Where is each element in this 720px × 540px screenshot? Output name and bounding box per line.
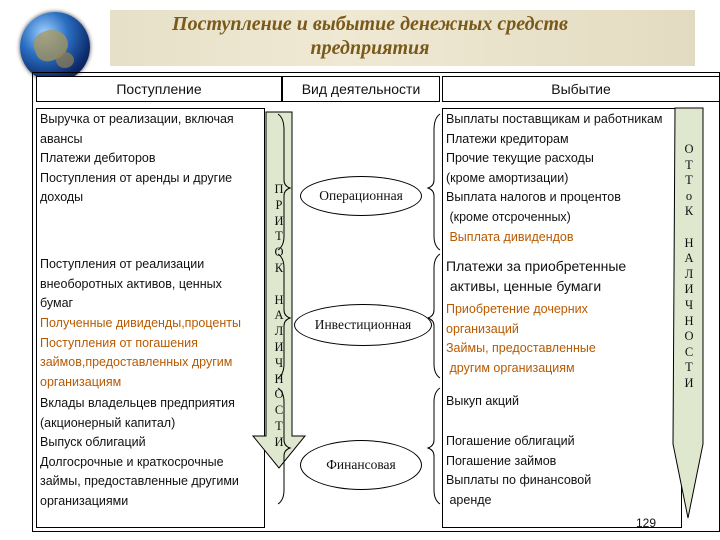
arrow-letter: О (684, 142, 694, 156)
list-item: Платежи за приобретенные (446, 258, 627, 274)
list-item: Займы, предоставленные (446, 341, 596, 356)
arrow-letter: К (684, 204, 694, 219)
arrow-letter: Т (275, 419, 283, 433)
arrow-letter: Ч (274, 355, 284, 370)
arrow-letter: И (684, 282, 694, 297)
list-item: Платежи кредиторам (446, 131, 569, 146)
list-item: внеоборотных активов, ценных (40, 276, 222, 291)
list-item: организаций (446, 321, 519, 336)
header-activity: Вид деятельности (282, 76, 440, 102)
list-item: другим организациям (446, 360, 575, 375)
arrow-letter: Т (685, 360, 693, 375)
list-item: Выкуп акций (446, 394, 519, 408)
arrow-letter: О (274, 245, 284, 260)
arrow-letter: О (274, 387, 284, 402)
arrow-letter: С (684, 344, 694, 359)
arrow-letter: П (274, 182, 284, 196)
list-item: Долгосрочные и краткосрочные (40, 454, 224, 469)
list-item: (акционерный капитал) (40, 415, 176, 430)
arrow-letter: И (274, 434, 284, 449)
list-item: Вклады владельцев предприятия (40, 396, 235, 410)
list-item: аренде (446, 492, 492, 507)
list-item: Погашение займов (446, 453, 557, 468)
list-item: (кроме амортизации) (446, 170, 569, 185)
outflow-operating-list (446, 110, 663, 228)
list-item: Погашение облигаций (446, 434, 575, 448)
arrow-letter: Т (685, 173, 693, 188)
inflow-financing-list (40, 394, 239, 512)
arrow-letter: И (684, 376, 694, 390)
arrow-letter: К (274, 261, 284, 275)
list-item: Выпуск облигаций (40, 435, 146, 450)
list-item: Выплата налогов и процентов (446, 190, 621, 205)
arrow-letter: Н (274, 371, 284, 386)
inflow-investing-highlight-list (40, 314, 241, 392)
inflow-investing-list (40, 255, 222, 314)
outflow-operating-highlight-list (446, 228, 573, 248)
list-item: Поступления от реализации (40, 257, 205, 271)
header-inflow: Поступление (36, 76, 282, 102)
list-item: организациями (40, 493, 129, 508)
activity-investing: Инвестиционная (294, 304, 432, 346)
arrow-letter: Л (274, 324, 284, 339)
arrow-letter: С (274, 403, 284, 418)
list-item: организациям (40, 374, 122, 389)
list-item: Выплаты по финансовой (446, 473, 592, 488)
slide-title: Поступление и выбытие денежных средств предприятия (172, 13, 568, 59)
list-item: займы, предоставленные другими (40, 474, 239, 489)
list-item: Приобретение дочерних (446, 302, 588, 316)
list-item: Поступления от погашения (40, 335, 198, 350)
list-item: Выручка от реализации, включая (40, 112, 234, 126)
list-item: Прочие текущие расходы (446, 151, 594, 166)
list-item: доходы (40, 190, 84, 205)
activity-financing: Финансовая (300, 440, 422, 490)
arrow-letter: А (684, 251, 694, 266)
list-item: (кроме отсроченных) (446, 209, 571, 224)
outflow-financing-list (446, 432, 591, 510)
arrow-letter: Т (685, 157, 693, 172)
arrow-letter: А (274, 308, 284, 323)
list-item: Выплаты поставщикам и работникам (446, 112, 663, 126)
arrow-letter: О (684, 329, 694, 344)
operating-right-brace (428, 114, 440, 250)
inflow-operating-list (40, 110, 234, 208)
arrow-letter: И (274, 340, 284, 354)
list-item: активы, ценные бумаги (446, 278, 602, 294)
header-outflow: Выбытие (442, 76, 720, 102)
arrow-letter: И (274, 213, 284, 228)
arrow-letter: о (685, 188, 693, 203)
arrow-letter: Т (275, 229, 283, 244)
page-number: 129 (636, 516, 657, 530)
arrow-letter: Н (274, 292, 284, 307)
arrow-letter: Р (275, 197, 283, 212)
list-item: Выплата дивидендов (446, 230, 574, 244)
financing-right-brace (428, 388, 440, 504)
list-item: Поступления от аренды и другие (40, 170, 233, 185)
list-item: Полученные дивиденды,проценты (40, 316, 241, 330)
outflow-investing-highlight-list (446, 300, 596, 378)
arrow-letter: Л (684, 266, 694, 281)
investing-right-brace (428, 254, 440, 378)
list-item: авансы (40, 131, 83, 146)
arrow-letter: Ч (684, 298, 694, 312)
outflow-investing-list (446, 256, 626, 296)
list-item: Платежи дебиторов (40, 151, 156, 166)
activity-operating: Операционная (300, 176, 422, 216)
outflow-buyback-list (446, 392, 519, 412)
arrow-letter: Н (684, 313, 694, 328)
list-item: займов,предоставленных другим (40, 355, 233, 370)
arrow-letter: Н (684, 235, 694, 250)
list-item: бумаг (40, 296, 74, 311)
